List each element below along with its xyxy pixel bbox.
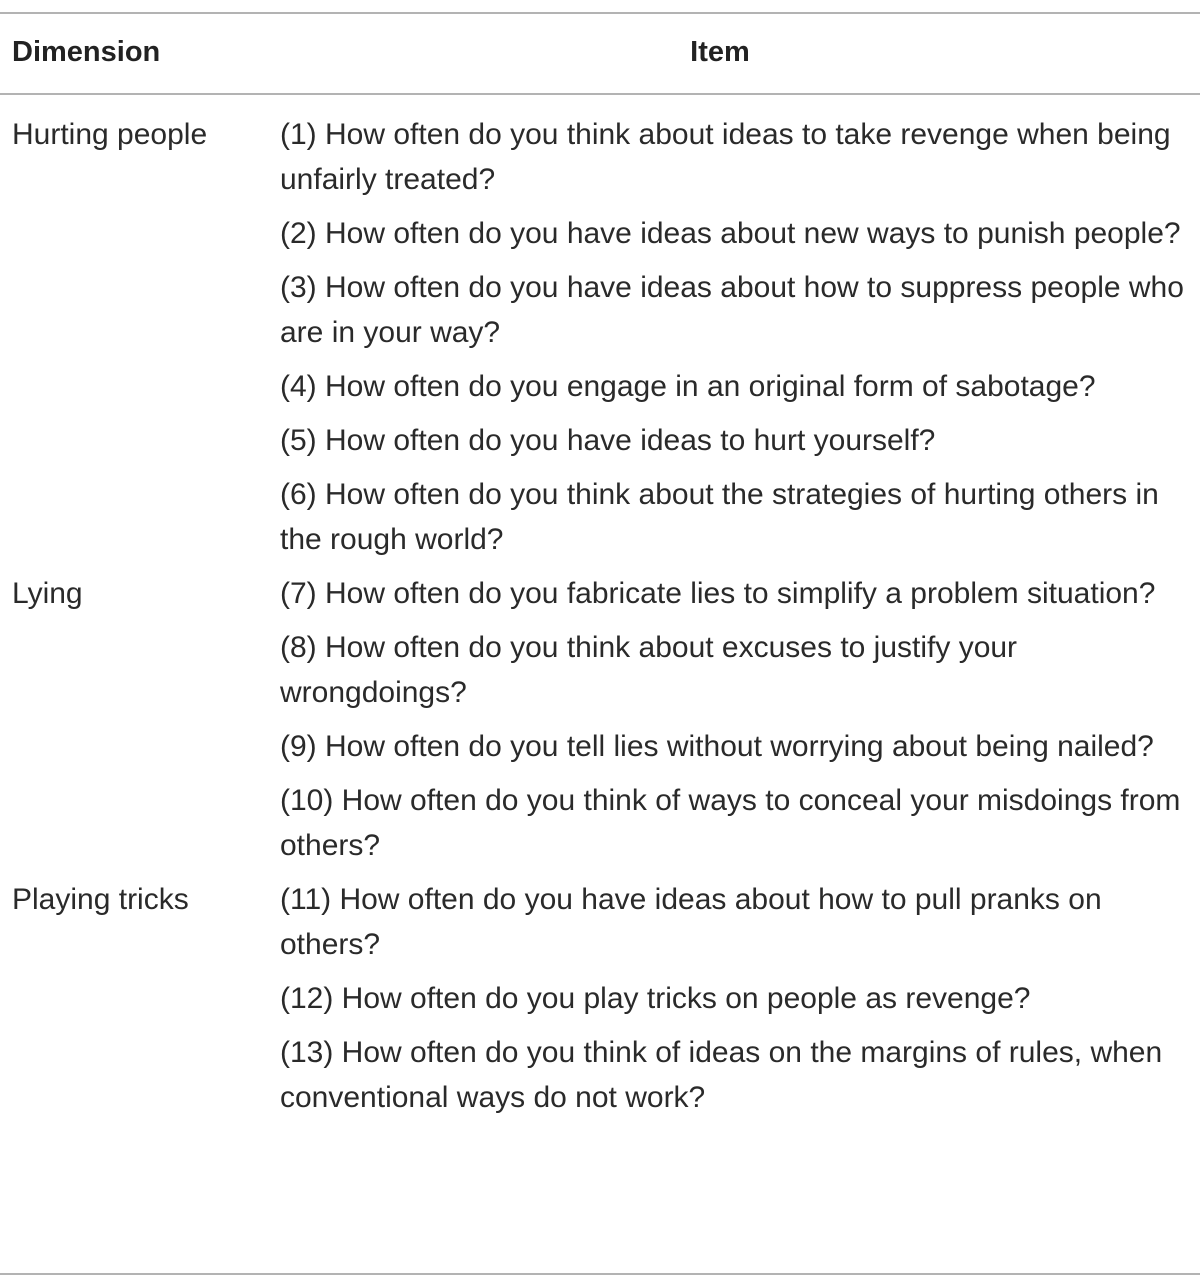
dimension-cell: Hurting people <box>12 118 208 151</box>
header-dimension: Dimension <box>12 36 161 68</box>
item-row: (1) How often do you think about ideas to take revenge when being unfairly treated? <box>280 118 1171 196</box>
item-row: (9) How often do you tell lies without worrying about being nailed? <box>280 730 1154 763</box>
table-header <box>0 12 1200 93</box>
table-body <box>0 112 1200 1129</box>
table-header-rule <box>0 93 1200 95</box>
item-row: (11) How often do you have ideas about how to pull pranks on others? <box>280 883 1102 961</box>
items-cell <box>268 112 1186 571</box>
item-row: (3) How often do you have ideas about how to suppress people who are in your way? <box>280 271 1184 349</box>
item-row: (8) How often do you think about excuses to justify your wrongdoings? <box>280 631 1018 709</box>
dimension-group-playing-tricks <box>0 877 1200 1129</box>
item-row: (5) How often do you have ideas to hurt yourself? <box>280 424 936 457</box>
item-row: (2) How often do you have ideas about new ways to punish people? <box>280 217 1181 250</box>
item-row: (7) How often do you fabricate lies to simplify a problem situation? <box>280 577 1156 610</box>
header-item: Item <box>690 36 750 68</box>
item-row: (6) How often do you think about the strategies of hurting others in the rough world? <box>280 478 1159 556</box>
dimension-cell: Playing tricks <box>12 883 189 916</box>
items-cell <box>268 571 1186 877</box>
items-cell <box>268 877 1186 1129</box>
item-row: (10) How often do you think of ways to conceal your misdoings from others? <box>280 784 1181 862</box>
dimension-group-lying <box>0 571 1200 877</box>
item-row: (13) How often do you think of ideas on the margins of rules, when conventional ways do not work? <box>280 1036 1163 1114</box>
item-row: (4) How often do you engage in an original form of sabotage? <box>280 370 1096 403</box>
table-bottom-rule <box>0 1273 1200 1275</box>
dimension-cell: Lying <box>12 577 83 610</box>
dimension-group-hurting-people <box>0 112 1200 571</box>
item-row: (12) How often do you play tricks on people as revenge? <box>280 982 1031 1015</box>
